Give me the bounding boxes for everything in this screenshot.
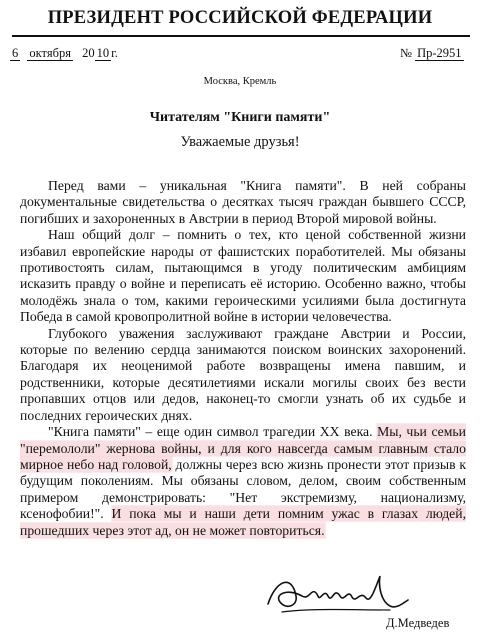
paragraph-4-start: "Книга памяти" – еще один символ трагедии XX века.	[48, 424, 373, 440]
letter-salutation: Уважаемые друзья!	[180, 134, 300, 150]
paragraph-4	[20, 424, 466, 539]
paragraph-2: Наш общий долг – помнить о тех, кто ценой собственной жизни избавил европейские народы от фашистских поработителей. Мы обязаны противостоять силам, пытающимся в угоду политическим амбициям исказить правду о войне и переписать её историю. Особенно важно, чтобы молодёжь знала о том, какими героическими усилиями была достигнута Победа в самой кровопролитной войне в истории человечества.	[20, 227, 466, 325]
letter-body	[20, 178, 466, 539]
document-place: Москва, Кремль	[203, 76, 277, 87]
date-year-prefix: 20	[82, 46, 95, 60]
signature-name: Д.Медведев	[386, 616, 450, 630]
date-day: 6	[12, 46, 19, 60]
number-value: Пр-2951	[417, 46, 462, 60]
paragraph-4-middle: должны через всю жизнь пронести этот призыв к будущим поколениям. Мы обязаны словом, делом, своим собственным примером демонстрировать: "Нет экстремизму, национализму, ксенофобии!".	[20, 456, 467, 522]
letterhead-rule	[12, 35, 470, 37]
date-year-unit: г.	[111, 46, 118, 60]
paragraph-1: Перед вами – уникальная "Книга памяти". В ней собраны документальные свидетельства о десятках тысяч граждан бывшего СССР, погибших и захороненных в Австрии в период Второй мировой войны.	[20, 178, 466, 226]
date-year-suffix: 10	[96, 46, 110, 60]
highlighted-passage-1: Мы, чьи семьи "перемололи" жернова войны, и для кого навсегда самым главным стало мирное небо над головой,	[20, 424, 466, 472]
letter-recipient: Читателям "Книги памяти"	[149, 110, 331, 125]
paragraph-3: Глубокого уважения заслуживают граждане Австрии и России, которые по велению сердца занимаются поиском воинских захоронений. Благодаря их неоценимой работе возвращены имена павшим, и родственники, которые десятилетиями искали могилы своих без вести пропавших отцов или дедов, наконец-то смогли узнать об их судьбе и последних героических днях.	[20, 325, 466, 423]
handwritten-signature	[262, 566, 412, 616]
number-label: №	[400, 46, 412, 60]
date-month: октября	[29, 46, 71, 60]
highlighted-passage-2: И пока мы и наши дети помним ужас в глазах людей, прошедших через этот ад, он не может повториться.	[20, 506, 467, 538]
document-date	[10, 46, 118, 61]
letterhead-title: ПРЕЗИДЕНТ РОССИЙСКОЙ ФЕДЕРАЦИИ	[47, 8, 433, 28]
document-number	[400, 46, 464, 61]
